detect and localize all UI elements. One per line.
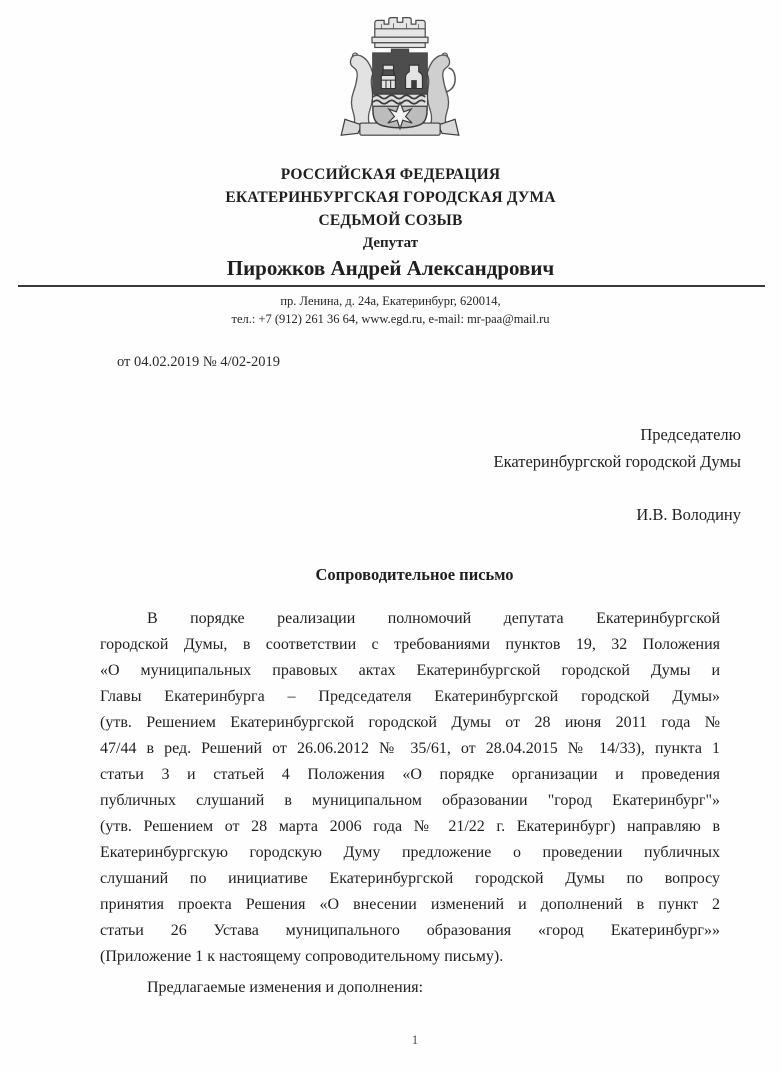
body-line: Екатеринбургскую городскую Думу предложение о проведении публичных	[100, 844, 720, 861]
letterhead-convocation: СЕДЬМОЙ СОЗЫВ	[318, 212, 463, 229]
body-line: городской Думы, в соответствии с требованиями пунктов 19, 32 Положения	[100, 636, 720, 653]
letterhead-divider	[18, 285, 765, 287]
letterhead-organization: ЕКАТЕРИНБУРГСКАЯ ГОРОДСКАЯ ДУМА	[225, 189, 556, 206]
letterhead-address: пр. Ленина, д. 24а, Екатеринбург, 620014,	[280, 294, 501, 308]
body-line: (утв. Решением Екатеринбургской городской Думы от 28 июня 2011 года №	[100, 714, 720, 731]
letterhead-position: Депутат	[362, 235, 419, 251]
body-line: (утв. Решением от 28 марта 2006 года № 21/22 г. Екатеринбург) направляю в	[100, 818, 720, 835]
reference-number-line: от 04.02.2019 № 4/02-2019	[117, 354, 280, 370]
page-number: 1	[411, 1033, 419, 1047]
deputy-name: Пирожков Андрей Александрович	[226, 256, 555, 280]
body-line: 47/44 в ред. Решений от 26.06.2012 № 35/61, от 28.04.2015 № 14/33), пункта 1	[100, 740, 720, 757]
body-line: принятия проекта Решения «О внесении изменений и дополнений в пункт 2	[100, 896, 720, 913]
body-line: публичных слушаний в муниципальном образовании "город Екатеринбург"»	[100, 792, 720, 809]
body-line: «О муниципальных правовых актах Екатеринбургской городской Думы и	[100, 662, 720, 679]
body-line: Главы Екатеринбурга – Председателя Екатеринбургской городской Думы»	[100, 688, 720, 705]
letterhead	[0, 0, 781, 328]
yekaterinburg-coat-of-arms-icon	[0, 12, 781, 152]
body-paragraph	[100, 606, 720, 970]
document-title: Сопроводительное письмо	[315, 565, 514, 584]
addressee-organization: Екатеринбургской городской Думы	[493, 452, 741, 471]
letterhead-country: РОССИЙСКАЯ ФЕДЕРАЦИЯ	[280, 166, 501, 183]
body-line: слушаний по инициативе Екатеринбургской городской Думы по вопросу	[100, 870, 720, 887]
letterhead-contacts: тел.: +7 (912) 261 36 64, www.egd.ru, e-mail: mr-paa@mail.ru	[231, 312, 550, 326]
addressee-name: И.В. Володину	[636, 505, 741, 524]
closing-line: Предлагаемые изменения и дополнения:	[147, 979, 424, 996]
addressee-title: Председателю	[640, 425, 741, 444]
body-line: статьи 3 и статьей 4 Положения «О порядке организации и проведения	[100, 766, 720, 783]
body-line: В порядке реализации полномочий депутата Екатеринбургской	[147, 610, 720, 627]
body-line: статьи 26 Устава муниципального образования «город Екатеринбург»»	[100, 922, 720, 939]
addressee-block	[0, 421, 741, 528]
body-line: (Приложение 1 к настоящему сопроводительному письму).	[100, 948, 504, 965]
